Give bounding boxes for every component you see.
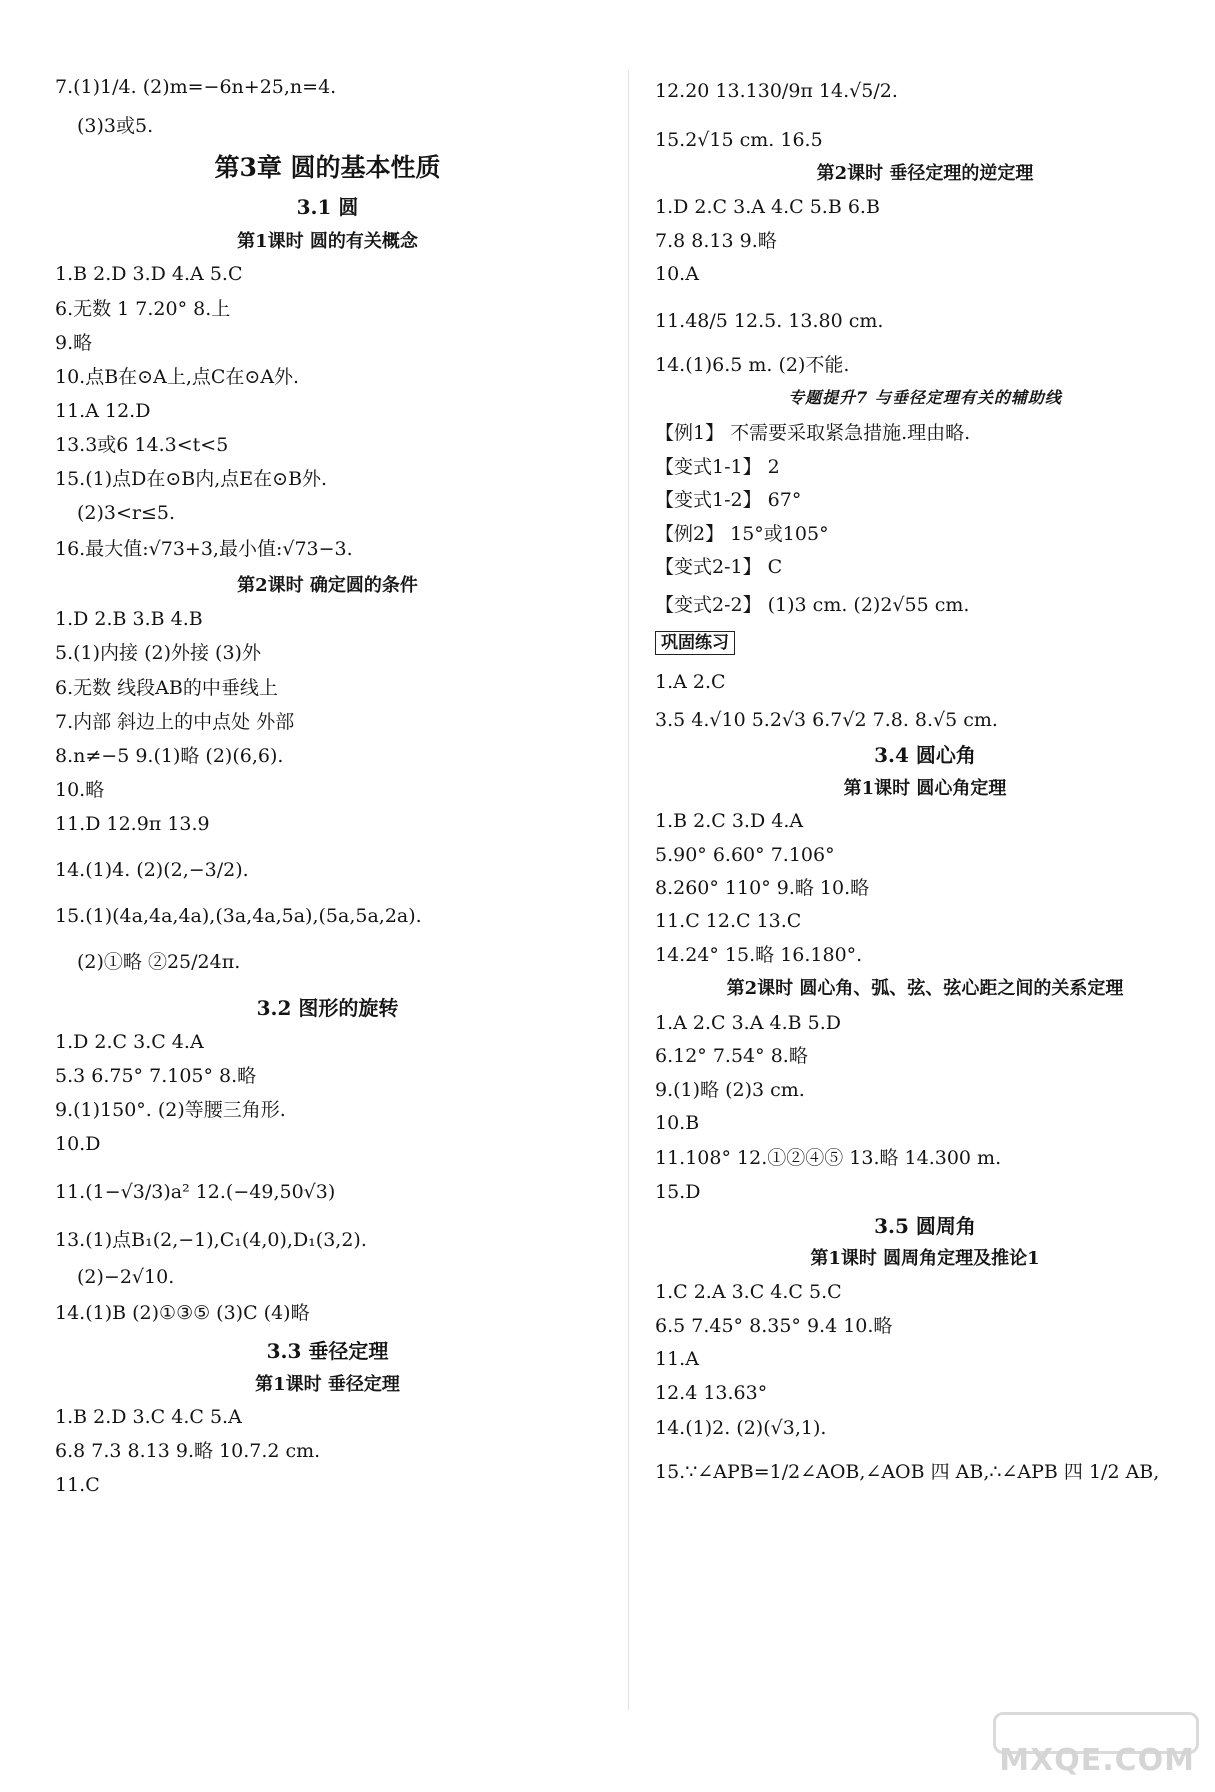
answer-line: 11.A xyxy=(655,1348,699,1370)
answer-line: 1.B 2.D 3.D 4.A 5.C xyxy=(55,263,243,285)
answer-line: 15.(1)点D在⊙B内,点E在⊙B外. xyxy=(55,468,328,490)
lesson-title: 第1课时 圆的有关概念 xyxy=(237,231,418,252)
answer-line: 1.A 2.C xyxy=(655,671,726,693)
answer-line: 14.(1)2. (2)(√3,1). xyxy=(655,1417,827,1439)
answer-line: 11.48/5 12.5. 13.80 cm. xyxy=(655,310,884,332)
answer-line: 1.B 2.C 3.D 4.A xyxy=(655,810,804,832)
answer-line: 9.(1)略 (2)3 cm. xyxy=(655,1079,805,1101)
section-title: 3.5 圆周角 xyxy=(874,1214,976,1238)
section-title: 3.1 圆 xyxy=(296,195,359,219)
answer-line: 【变式2-1】 C xyxy=(655,556,783,578)
answer-line: 11.108° 12.①②④⑤ 13.略 14.300 m. xyxy=(655,1147,1002,1169)
column-divider xyxy=(628,70,629,1710)
answer-line: 7.内部 斜边上的中点处 外部 xyxy=(55,711,295,733)
answer-line: 14.24° 15.略 16.180°. xyxy=(655,944,863,966)
lesson-title: 第2课时 圆心角、弧、弦、弦心距之间的关系定理 xyxy=(726,978,1124,999)
answer-line: 【变式2-2】 (1)3 cm. (2)2√55 cm. xyxy=(655,594,970,616)
chapter-title: 第3章 圆的基本性质 xyxy=(214,153,441,182)
answer-line: 11.D 12.9π 13.9 xyxy=(55,813,210,835)
answer-line: 11.C 12.C 13.C xyxy=(655,910,802,932)
answer-line: 【例1】 不需要采取紧急措施.理由略. xyxy=(655,422,971,444)
practice-label: 巩固练习 xyxy=(655,631,735,655)
lesson-title: 第1课时 圆周角定理及推论1 xyxy=(810,1248,1040,1269)
watermark-text: MXQE.COM xyxy=(999,1743,1195,1778)
answer-line: 10.点B在⊙A上,点C在⊙A外. xyxy=(55,366,300,388)
section-title: 3.3 垂径定理 xyxy=(266,1339,389,1363)
answer-line: 10.略 xyxy=(55,779,105,801)
answer-line: 5.3 6.75° 7.105° 8.略 xyxy=(55,1065,257,1087)
answer-line: 1.C 2.A 3.C 4.C 5.C xyxy=(655,1281,842,1303)
answer-line: 7.(1)1/4. (2)m=−6n+25,n=4. xyxy=(55,76,337,98)
answer-line: 5.90° 6.60° 7.106° xyxy=(655,844,835,866)
answer-line: 【变式1-2】 67° xyxy=(655,489,802,511)
answer-line: 1.A 2.C 3.A 4.B 5.D xyxy=(655,1012,841,1034)
answer-line: 9.(1)150°. (2)等腰三角形. xyxy=(55,1099,286,1121)
answer-line: (2)−2√10. xyxy=(77,1266,175,1288)
lesson-title: 第1课时 垂径定理 xyxy=(255,1374,400,1395)
answer-line: 10.A xyxy=(655,263,699,285)
answer-line: 1.B 2.D 3.C 4.C 5.A xyxy=(55,1406,242,1428)
answer-line: (3)3或5. xyxy=(77,115,154,137)
answer-line: 1.D 2.B 3.B 4.B xyxy=(55,608,203,630)
answer-line: 【变式1-1】 2 xyxy=(655,456,780,478)
answer-line: 14.(1)4. (2)(2,−3/2). xyxy=(55,859,249,881)
answer-line: 11.C xyxy=(55,1474,100,1496)
site-watermark xyxy=(999,1712,1199,1782)
answer-line: 6.5 7.45° 8.35° 9.4 10.略 xyxy=(655,1315,893,1337)
answer-line: 1.D 2.C 3.A 4.C 5.B 6.B xyxy=(655,196,880,218)
answer-line: 15.D xyxy=(655,1181,701,1203)
answer-line: 9.略 xyxy=(55,332,93,354)
answer-line: 12.4 13.63° xyxy=(655,1382,768,1404)
answer-line: 11.(1−√3/3)a² 12.(−49,50√3) xyxy=(55,1181,336,1203)
answer-line: 13.3或6 14.3<t<5 xyxy=(55,434,229,456)
answer-line: 13.(1)点B₁(2,−1),C₁(4,0),D₁(3,2). xyxy=(55,1229,367,1251)
answer-line: 6.无数 线段AB的中垂线上 xyxy=(55,677,278,699)
answer-line: 6.12° 7.54° 8.略 xyxy=(655,1045,808,1067)
answer-line: 8.n≠−5 9.(1)略 (2)(6,6). xyxy=(55,745,284,767)
answer-line: (2)3<r≤5. xyxy=(77,502,176,524)
answer-line: 10.B xyxy=(655,1112,700,1134)
lesson-title: 第2课时 确定圆的条件 xyxy=(237,575,418,596)
answer-line: (2)①略 ②25/24π. xyxy=(77,951,241,973)
section-title: 3.2 图形的旋转 xyxy=(256,996,399,1020)
answer-line: 【例2】 15°或105° xyxy=(655,523,829,545)
answer-line: 10.D xyxy=(55,1133,101,1155)
answer-line: 6.无数 1 7.20° 8.上 xyxy=(55,298,231,320)
answer-line: 12.20 13.130/9π 14.√5/2. xyxy=(655,80,898,102)
answer-line: 14.(1)B (2)①③⑤ (3)C (4)略 xyxy=(55,1302,310,1324)
answer-line: 15.∵∠APB=1/2∠AOB,∠AOB 四 AB,∴∠APB 四 1/2 AB, xyxy=(655,1461,1160,1483)
answer-line: 8.260° 110° 9.略 10.略 xyxy=(655,877,870,899)
section-title: 3.4 圆心角 xyxy=(874,743,976,767)
answer-line: 7.8 8.13 9.略 xyxy=(655,230,777,252)
answer-line: 11.A 12.D xyxy=(55,400,151,422)
lesson-title: 第2课时 垂径定理的逆定理 xyxy=(816,163,1034,184)
answer-line: 1.D 2.C 3.C 4.A xyxy=(55,1031,204,1053)
answer-line: 14.(1)6.5 m. (2)不能. xyxy=(655,354,850,376)
lesson-title: 第1课时 圆心角定理 xyxy=(843,778,1007,799)
answer-line: 15.(1)(4a,4a,4a),(3a,4a,5a),(5a,5a,2a). xyxy=(55,905,422,927)
answer-line: 6.8 7.3 8.13 9.略 10.7.2 cm. xyxy=(55,1440,321,1462)
topic-title: 专题提升7 与垂径定理有关的辅助线 xyxy=(788,388,1062,407)
answer-line: 16.最大值:√73+3,最小值:√73−3. xyxy=(55,538,353,560)
answer-line: 3.5 4.√10 5.2√3 6.7√2 7.8. 8.√5 cm. xyxy=(655,709,998,731)
answer-line: 15.2√15 cm. 16.5 xyxy=(655,129,823,151)
answer-line: 5.(1)内接 (2)外接 (3)外 xyxy=(55,642,261,664)
